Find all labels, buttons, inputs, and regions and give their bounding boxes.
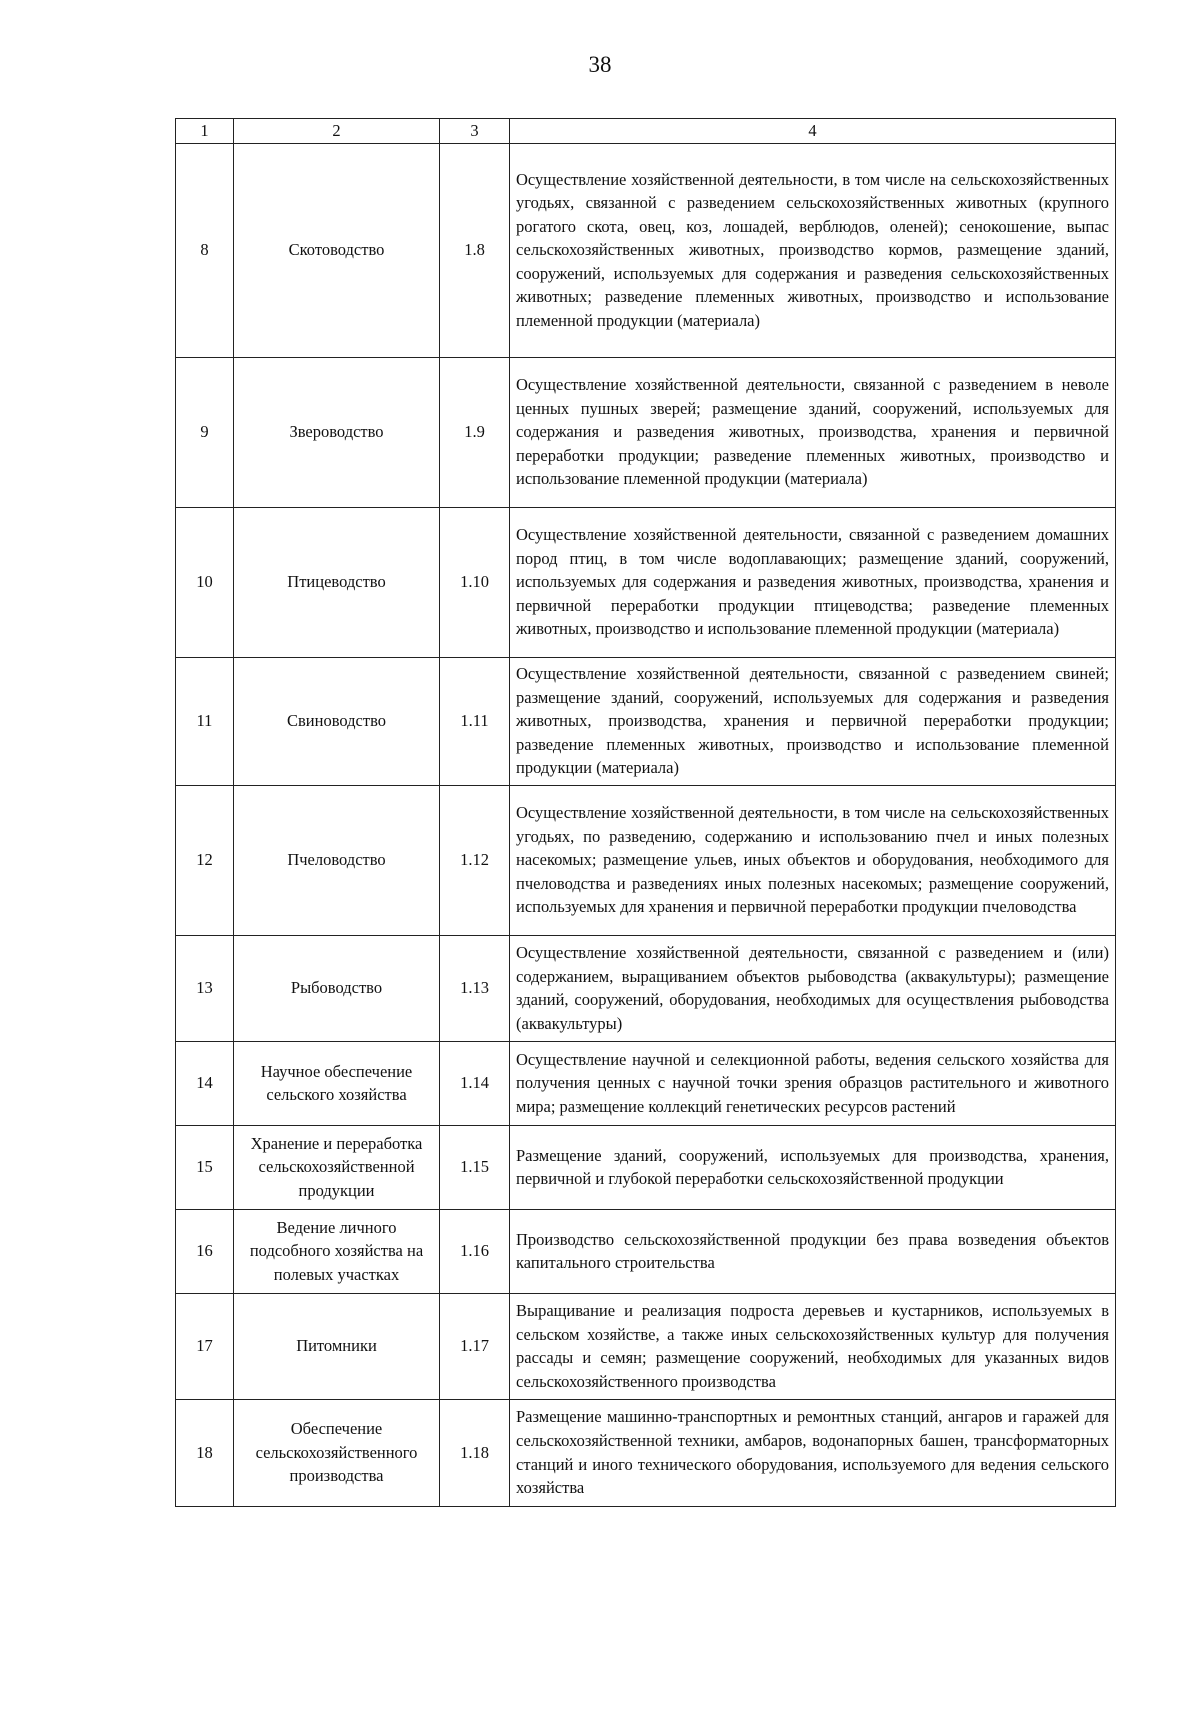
row-number: 9 bbox=[176, 357, 234, 507]
land-use-code: 1.16 bbox=[440, 1209, 510, 1293]
row-number: 18 bbox=[176, 1399, 234, 1506]
land-use-name: Звероводство bbox=[234, 357, 440, 507]
land-use-name: Пчеловодство bbox=[234, 785, 440, 935]
table-row bbox=[176, 1399, 1116, 1506]
land-use-description: Размещение зданий, сооружений, используемых для производства, хранения, первичной и глубокой переработки сельскохозяйственной продукции bbox=[510, 1125, 1116, 1209]
land-use-name: Хранение и переработка сельскохозяйственной продукции bbox=[234, 1125, 440, 1209]
table-row bbox=[176, 1293, 1116, 1399]
land-use-name: Свиноводство bbox=[234, 657, 440, 785]
land-use-description: Осуществление научной и селекционной работы, ведения сельского хозяйства для получения ценных с научной точки зрения образцов растительного и животного мира; размещение коллекций генетических ресурсов растений bbox=[510, 1041, 1116, 1125]
table-row bbox=[176, 935, 1116, 1041]
land-use-name: Ведение личного подсобного хозяйства на полевых участках bbox=[234, 1209, 440, 1293]
land-use-code: 1.11 bbox=[440, 657, 510, 785]
land-use-description: Производство сельскохозяйственной продукции без права возведения объектов капитального строительства bbox=[510, 1209, 1116, 1293]
column-number-header-row bbox=[176, 119, 1116, 144]
land-use-name: Питомники bbox=[234, 1293, 440, 1399]
row-number: 16 bbox=[176, 1209, 234, 1293]
table-row bbox=[176, 657, 1116, 785]
land-use-code: 1.13 bbox=[440, 935, 510, 1041]
land-use-code: 1.15 bbox=[440, 1125, 510, 1209]
land-use-description: Размещение машинно-транспортных и ремонтных станций, ангаров и гаражей для сельскохозяйственной техники, амбаров, водонапорных башен, трансформаторных станций и иного технического оборудования, используемого для ведения сельского хозяйства bbox=[510, 1399, 1116, 1506]
column-header-2: 2 bbox=[234, 119, 440, 144]
land-use-name: Птицеводство bbox=[234, 507, 440, 657]
column-header-4: 4 bbox=[510, 119, 1116, 144]
row-number: 10 bbox=[176, 507, 234, 657]
land-use-name: Рыбоводство bbox=[234, 935, 440, 1041]
row-number: 12 bbox=[176, 785, 234, 935]
row-number: 14 bbox=[176, 1041, 234, 1125]
land-use-name: Скотоводство bbox=[234, 143, 440, 357]
land-use-description: Выращивание и реализация подроста деревьев и кустарников, используемых в сельском хозяйстве, а также иных сельскохозяйственных культур для получения рассады и семян; размещение сооружений, необходимых для указанных видов сельскохозяйственного производства bbox=[510, 1293, 1116, 1399]
row-number: 13 bbox=[176, 935, 234, 1041]
row-number: 17 bbox=[176, 1293, 234, 1399]
page-number: 38 bbox=[588, 52, 612, 77]
row-number: 15 bbox=[176, 1125, 234, 1209]
table-row bbox=[176, 1209, 1116, 1293]
land-use-code: 1.8 bbox=[440, 143, 510, 357]
table-row bbox=[176, 143, 1116, 357]
land-use-description: Осуществление хозяйственной деятельности, в том числе на сельскохозяйственных угодьях, связанной с разведением сельскохозяйственных животных (крупного рогатого скота, овец, коз, лошадей, верблюдов, оленей); сенокошение, выпас сельскохозяйственных животных, производство кормов, размещение зданий, сооружений, используемых для содержания и разведения сельскохозяйственных животных; разведение племенных животных, производство и использование племенной продукции (материала) bbox=[510, 143, 1116, 357]
row-number: 11 bbox=[176, 657, 234, 785]
table-row bbox=[176, 1041, 1116, 1125]
land-use-description: Осуществление хозяйственной деятельности, связанной с разведением в неволе ценных пушных зверей; размещение зданий, сооружений, используемых для содержания и разведения животных, производства, хранения и первичной переработки продукции; разведение племенных животных, производство и использование племенной продукции (материала) bbox=[510, 357, 1116, 507]
column-header-3: 3 bbox=[440, 119, 510, 144]
land-use-description: Осуществление хозяйственной деятельности, связанной с разведением и (или) содержанием, выращиванием объектов рыбоводства (аквакультуры); размещение зданий, сооружений, оборудования, необходимых для осуществления рыбоводства (аквакультуры) bbox=[510, 935, 1116, 1041]
column-header-1: 1 bbox=[176, 119, 234, 144]
table-row bbox=[176, 357, 1116, 507]
land-use-code: 1.9 bbox=[440, 357, 510, 507]
land-use-description: Осуществление хозяйственной деятельности, связанной с разведением свиней; размещение зданий, сооружений, используемых для содержания и разведения животных, производства, хранения и первичной переработки продукции; разведение племенных животных, производство и использование племенной продукции (материала) bbox=[510, 657, 1116, 785]
land-use-code: 1.14 bbox=[440, 1041, 510, 1125]
land-use-description: Осуществление хозяйственной деятельности, в том числе на сельскохозяйственных угодьях, по разведению, содержанию и использованию пчел и иных полезных насекомых; размещение ульев, иных объектов и оборудования, необходимого для пчеловодства и разведениях иных полезных насекомых; размещение сооружений, используемых для хранения и первичной переработки продукции пчеловодства bbox=[510, 785, 1116, 935]
land-use-table bbox=[175, 118, 1116, 1507]
row-number: 8 bbox=[176, 143, 234, 357]
land-use-code: 1.10 bbox=[440, 507, 510, 657]
table-row bbox=[176, 1125, 1116, 1209]
land-use-name: Научное обеспечение сельского хозяйства bbox=[234, 1041, 440, 1125]
land-use-name: Обеспечение сельскохозяйственного производства bbox=[234, 1399, 440, 1506]
table-row bbox=[176, 785, 1116, 935]
land-use-code: 1.12 bbox=[440, 785, 510, 935]
land-use-description: Осуществление хозяйственной деятельности, связанной с разведением домашних пород птиц, в том числе водоплавающих; размещение зданий, сооружений, используемых для содержания и разведения животных, производства, хранения и первичной переработки продукции птицеводства; разведение племенных животных, производство и использование племенной продукции (материала) bbox=[510, 507, 1116, 657]
land-use-code: 1.17 bbox=[440, 1293, 510, 1399]
land-use-code: 1.18 bbox=[440, 1399, 510, 1506]
table-row bbox=[176, 507, 1116, 657]
